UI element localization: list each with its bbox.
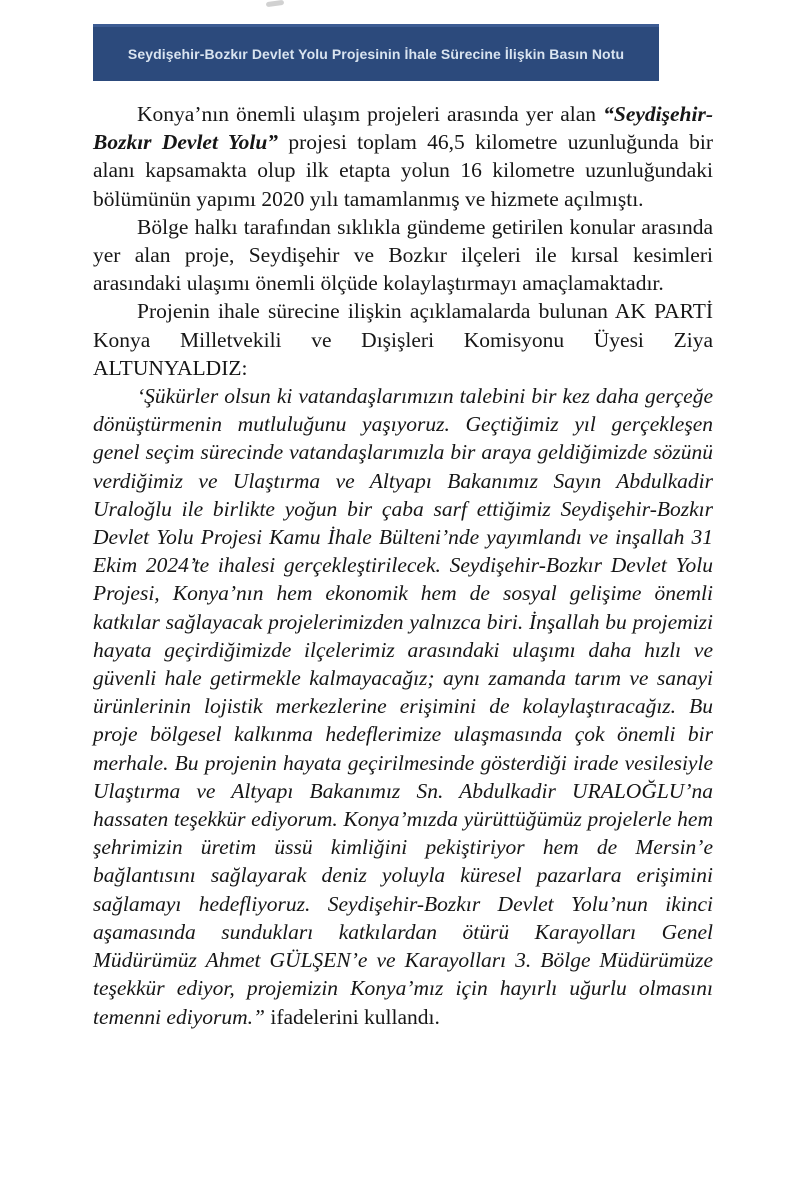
text-segment: Projenin ihale sürecine ilişkin açıklamalarda bulunan AK PARTİ Konya Milletvekili ve Dışişleri Komisyonu Üyesi Ziya ALTUNYALDIZ: [93, 299, 713, 380]
scan-artifact [266, 0, 285, 7]
text-segment: Bölge halkı tarafından sıklıkla gündeme getirilen konular arasında yer alan proje, Seydişehir ve Bozkır ilçeleri ile kırsal kesimleri arasındaki ulaşımı önemli ölçüde kolaylaştırmayı amaçlamaktadır. [93, 214, 713, 296]
text-segment: ifadelerini kullandı. [270, 1004, 440, 1029]
text-segment: “Seydişehir-Bozkır Devlet Yolu” [93, 102, 713, 155]
paragraph-1 [93, 100, 713, 213]
text-segment: projesi toplam 46,5 kilometre uzunluğunda bir alanı kapsamakta olup ilk etapta yolun 16 kilometre uzunluğundaki bölümünün yapımı 2020 yılı tamamlanmış ve hizmete açılmıştı. [93, 130, 713, 211]
document-body [93, 100, 713, 1031]
press-note-header-bar [93, 24, 659, 81]
press-note-title: Seydişehir-Bozkır Devlet Yolu Projesinin İhale Sürecine İlişkin Basın Notu [127, 46, 625, 62]
paragraph-4 [93, 382, 713, 1031]
paragraph-2 [93, 213, 713, 298]
text-segment: ‘Şükürler olsun ki vatandaşlarımızın talebini bir kez daha gerçeğe dönüştürmenin mutluluğunu yaşıyoruz. Geçtiğimiz yıl gerçekleşen genel seçim sürecinde vatandaşlarımızla bir araya geldiğimizde sözünü verdiğimiz ve Ulaştırma ve Altyapı Bakanımız Sayın Abdulkadir Uraloğlu ile birlikte yoğun bir çaba sarf ettiğimiz Seydişehir-Bozkır Devlet Yolu Projesi Kamu İhale Bülteni’nde yayımlandı ve inşallah 31 Ekim 2024’te ihalesi gerçekleştirilecek. Seydişehir-Bozkır Devlet Yolu Projesi, Konya’nın hem ekonomik hem de sosyal gelişime önemli katkılar sağlayacak projelerimizden yalnızca biri. İnşallah bu projemizi hayata geçirdiğimizde ilçelerimiz arasındaki ulaşımı daha hızlı ve güvenli hale getirmekle kalmayacağız; aynı zamanda tarım ve sanayi ürünlerinin lojistik merkezlerine erişimini de kolaylaştıracağız. Bu proje bölgesel kalkınma hedeflerimize ulaşmasında çok önemli bir merhale. Bu projenin hayata geçirilmesinde gösterdiği irade vesilesiyle Ulaştırma ve Altyapı Bakanımız Sn. Abdulkadir URALOĞLU’na hassaten teşekkür ediyorum. Konya’mızda yürüttüğümüz projelerle hem şehrimizin üretim üssü kimliğini pekiştiriyor hem de Mersin’e bağlantısını sağlayarak deniz yoluyla küresel pazarlara erişimini sağlamayı hedefliyoruz. Seydişehir-Bozkır Devlet Yolu’nun ikinci aşamasında sundukları katkılardan ötürü Karayolları Genel Müdürümüz Ahmet GÜLŞEN’e ve Karayolları 3. Bölge Müdürümüze teşekkür ediyor, projemizin Konya’mız için hayırlı uğurlu olmasını temenni ediyorum.” [93, 384, 713, 1029]
text-segment: Konya’nın önemli ulaşım projeleri arasında yer alan [137, 102, 604, 126]
paragraph-3 [93, 297, 713, 382]
